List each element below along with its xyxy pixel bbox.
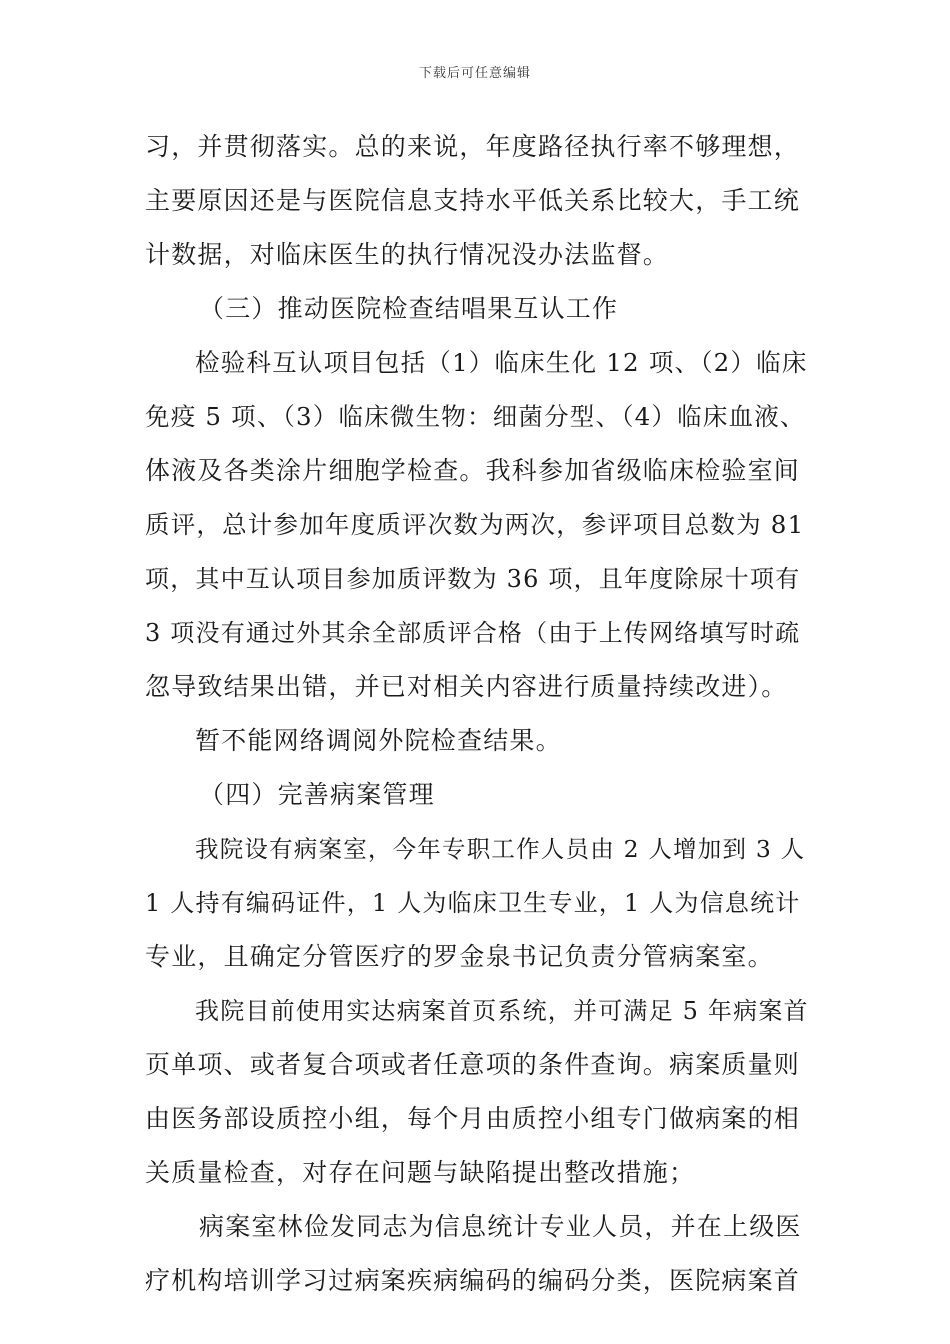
text-line: 主要原因还是与医院信息支持水平低关系比较大，手工统 [145, 186, 801, 215]
page-header: 下载后可任意编辑 [418, 66, 531, 81]
text-line: 由医务部设质控小组，每个月由质控小组专门做病案的相 [145, 1104, 801, 1133]
text-line: 项，其中互认项目参加质评数为 36 项，且年度除尿十项有 [145, 565, 801, 593]
section-heading: （三）推动医院检查结唱果互认工作 [199, 294, 619, 323]
text-line: 我院目前使用实达病案首页系统，并可满足 5 年病案首 [195, 997, 809, 1025]
text-line: 忽导致结果出错，并已对相关内容进行质量持续改进）。 [145, 672, 788, 701]
document-body [145, 120, 809, 1308]
text-line: 关质量检查，对存在问题与缺陷提出整改措施； [145, 1158, 696, 1187]
text-line: 质评，总计参加年度质评次数为两次，参评项目总数为 81 [145, 510, 805, 539]
text-line: 计数据，对临床医生的执行情况没办法监督。 [145, 240, 670, 269]
text-line: 我院设有病案室，今年专职工作人员由 2 人增加到 3 人 [195, 835, 806, 863]
text-line: 疗机构培训学习过病案疾病编码的编码分类，医院病案首 [145, 1266, 801, 1295]
text-line: 3 项没有通过外其余全部质评合格（由于上传网络填写时疏 [145, 619, 801, 647]
section-heading: （四）完善病案管理 [199, 780, 435, 809]
text-line: 暂不能网络调阅外院检查结果。 [195, 726, 562, 755]
text-line: 专业，且确定分管医疗的罗金泉书记负责分管病案室。 [145, 942, 774, 971]
text-line: 习，并贯彻落实。总的来说，年度路径执行率不够理想， [145, 132, 801, 161]
text-line: 体液及各类涂片细胞学检查。我科参加省级临床检验室间 [145, 456, 801, 485]
text-line: 1 人持有编码证件，1 人为临床卫生专业，1 人为信息统计 [145, 889, 801, 917]
text-line: 检验科互认项目包括（1）临床生化 12 项、（2）临床 [195, 348, 808, 377]
text-line: 免疫 5 项、（3）临床微生物：细菌分型、（4）临床血液、 [145, 402, 806, 431]
text-line: 页单项、或者复合项或者任意项的条件查询。病案质量则 [145, 1050, 801, 1079]
text-line: 病案室林俭发同志为信息统计专业人员，并在上级医 [199, 1212, 802, 1241]
